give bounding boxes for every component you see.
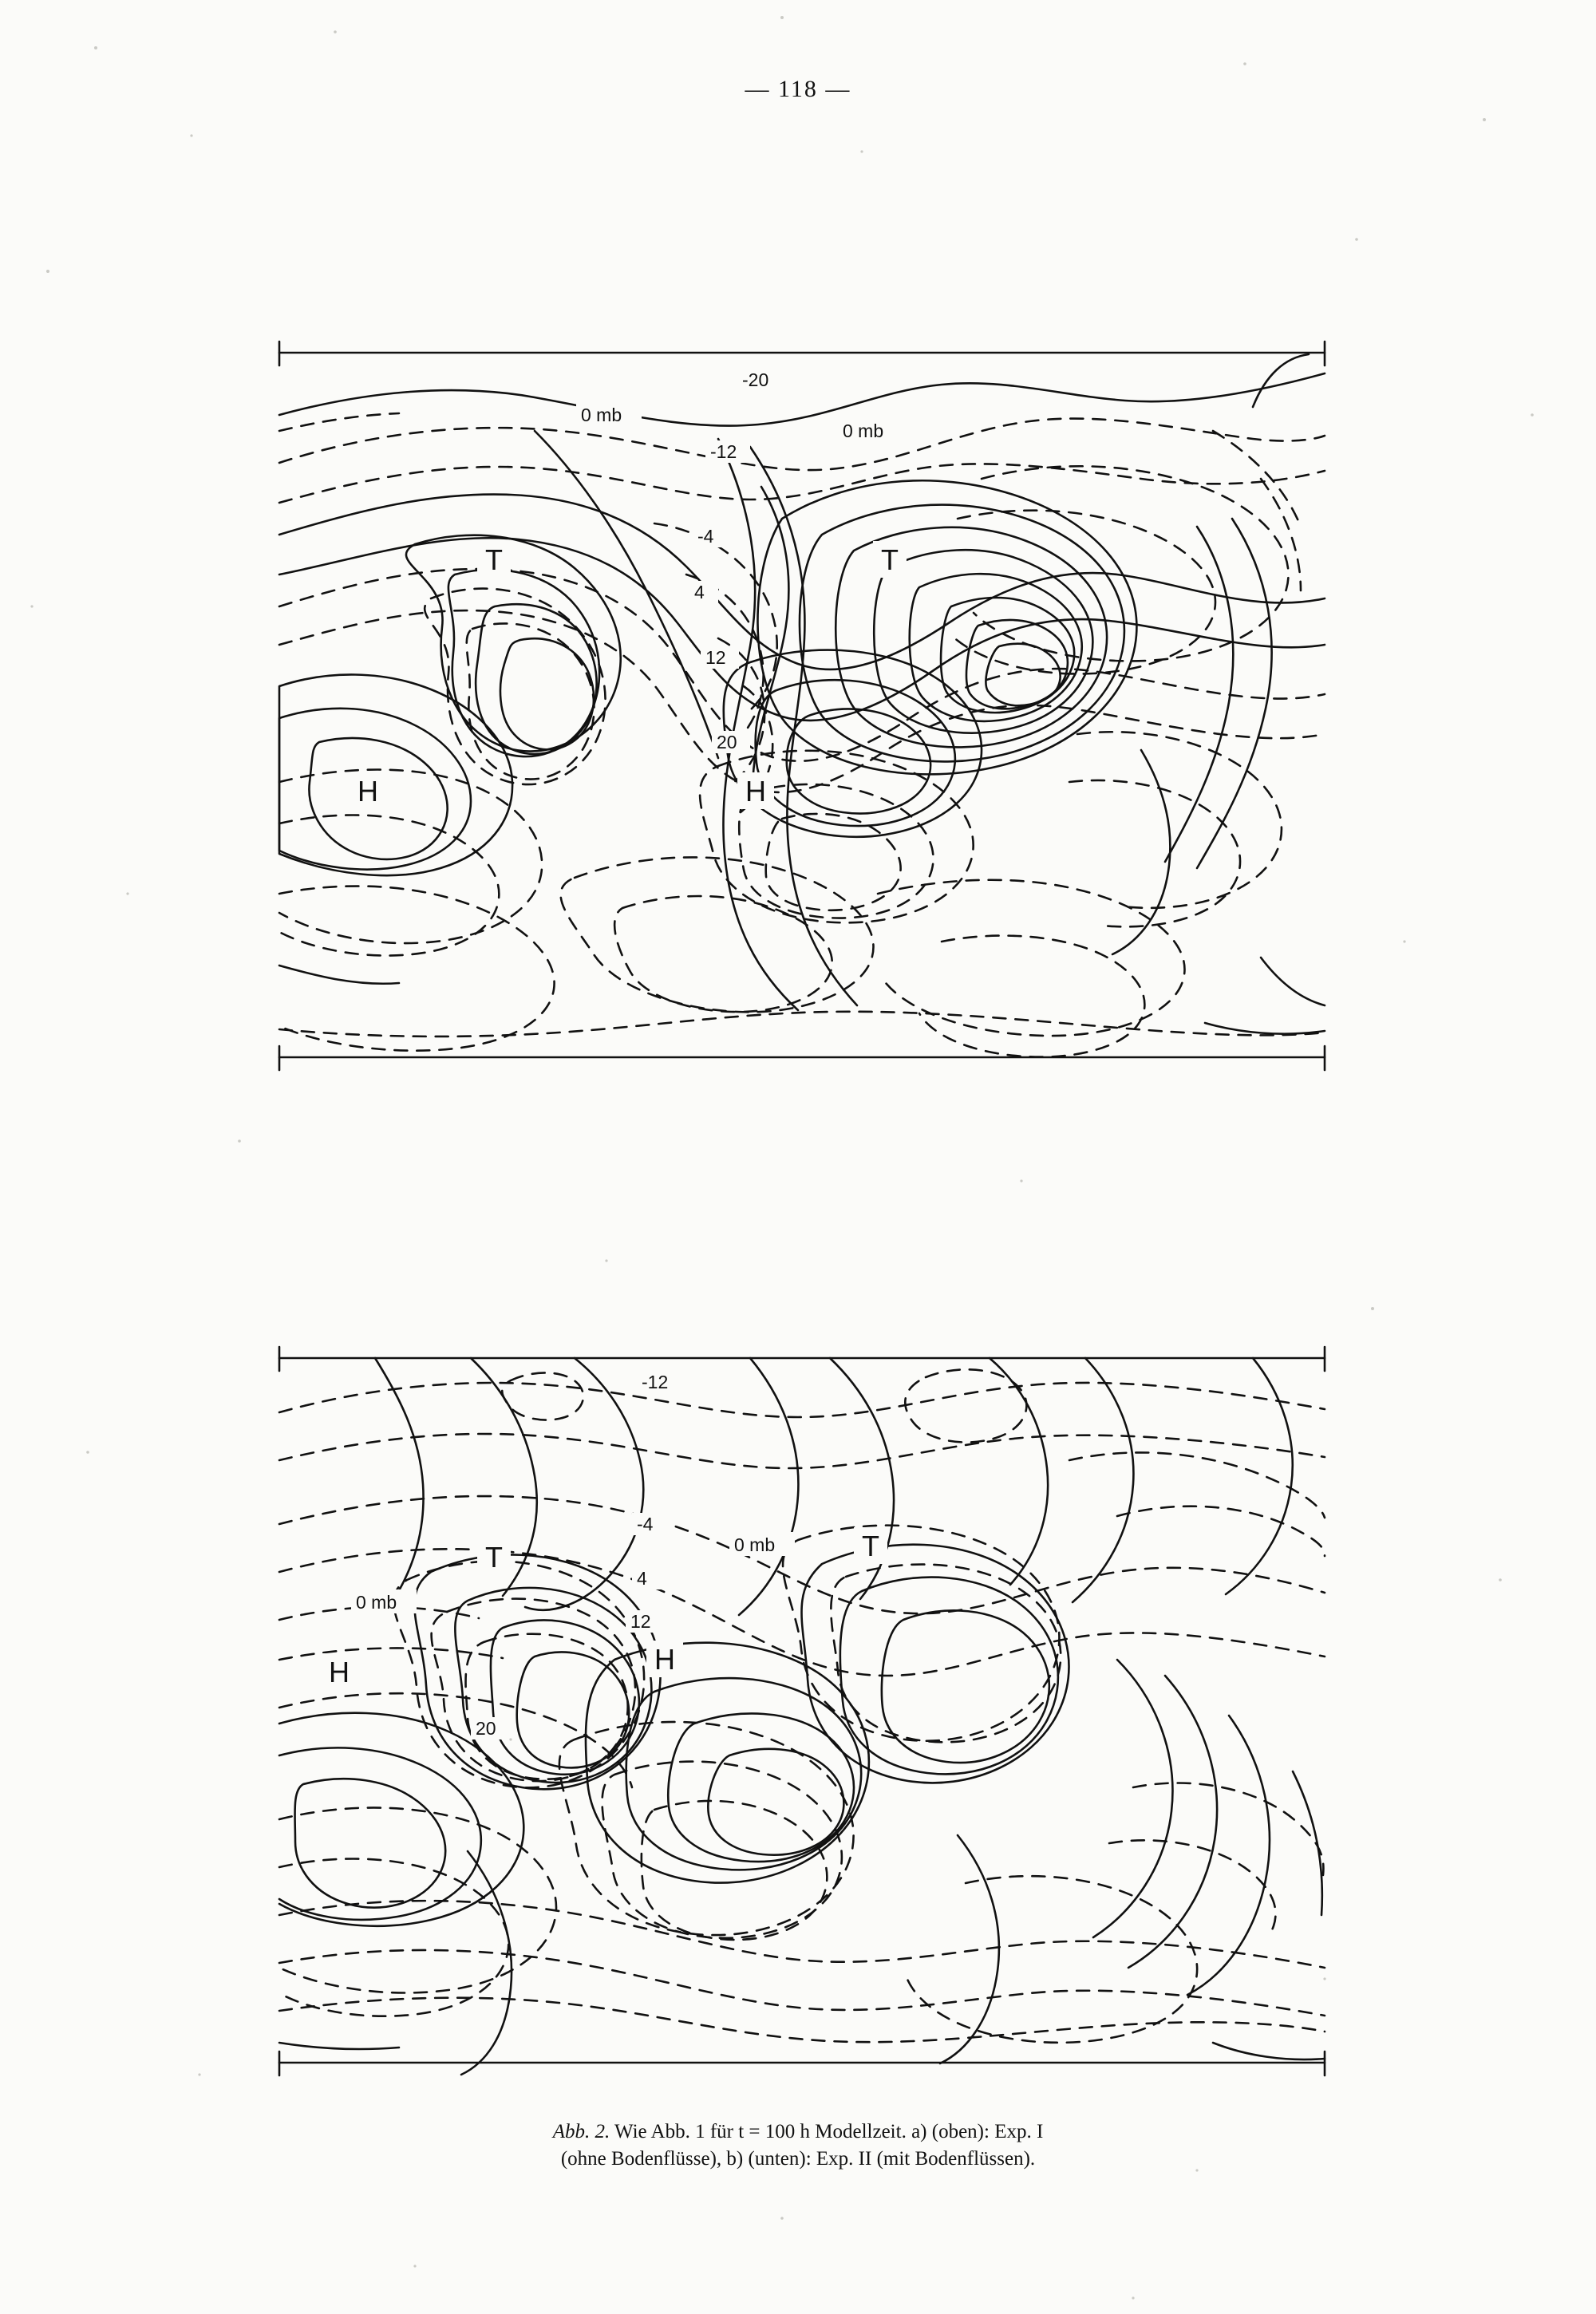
svg-text:T: T	[881, 543, 899, 576]
contour-label	[632, 1513, 670, 1535]
contour-label	[729, 1532, 795, 1556]
contour-label	[637, 1371, 681, 1393]
svg-text:-4: -4	[697, 526, 714, 547]
contour-label	[626, 1610, 664, 1633]
svg-text:H: H	[745, 775, 766, 808]
svg-text:20: 20	[476, 1718, 496, 1739]
low-center-marker	[477, 1538, 511, 1575]
figure-a-top	[271, 335, 1333, 1101]
caption-emphasis: Abb. 2.	[552, 2121, 610, 2142]
svg-text:H: H	[654, 1643, 675, 1676]
svg-text:0 mb: 0 mb	[734, 1534, 776, 1555]
contour-label	[838, 418, 903, 442]
svg-text:-20: -20	[742, 369, 769, 390]
svg-text:0 mb: 0 mb	[356, 1592, 397, 1613]
contour-label	[632, 1567, 661, 1589]
high-center-marker	[350, 772, 386, 809]
svg-text:12: 12	[705, 647, 726, 668]
contour-label	[471, 1717, 509, 1739]
contour-label	[693, 525, 731, 547]
svg-text:0 mb: 0 mb	[581, 405, 622, 425]
figure-b-bottom	[271, 1341, 1333, 2107]
contour-label	[705, 440, 750, 463]
svg-text:4: 4	[694, 582, 705, 602]
high-center-marker	[737, 772, 774, 809]
high-center-marker	[646, 1641, 683, 1677]
figure-caption	[0, 2119, 1596, 2173]
contour-label	[712, 731, 750, 753]
caption-line-1: Wie Abb. 1 für t = 100 h Modellzeit. a) (oben): Exp. I	[610, 2121, 1044, 2142]
svg-text:T: T	[485, 543, 503, 576]
page-number: — 118 —	[745, 76, 851, 102]
svg-text:-12: -12	[642, 1372, 669, 1392]
low-center-marker	[854, 1527, 887, 1564]
svg-text:H: H	[358, 775, 378, 808]
contour-label	[737, 369, 782, 391]
high-center-marker	[321, 1653, 358, 1690]
contour-label	[689, 581, 718, 603]
contour-label	[701, 646, 739, 669]
contour-label	[576, 402, 642, 426]
svg-text:-4: -4	[637, 1514, 654, 1534]
svg-text:0 mb: 0 mb	[843, 421, 884, 441]
low-center-marker	[477, 541, 511, 578]
svg-text:T: T	[485, 1541, 503, 1574]
contour-label	[351, 1589, 417, 1613]
svg-text:12: 12	[630, 1611, 651, 1632]
svg-text:-12: -12	[710, 441, 737, 462]
svg-text:20: 20	[717, 732, 737, 752]
low-center-marker	[873, 541, 907, 578]
caption-line-2: (ohne Bodenflüsse), b) (unten): Exp. II (mit Bodenflüssen).	[560, 2147, 1036, 2170]
svg-text:H: H	[329, 1656, 350, 1688]
svg-text:T: T	[862, 1530, 879, 1562]
svg-text:4: 4	[637, 1568, 647, 1589]
